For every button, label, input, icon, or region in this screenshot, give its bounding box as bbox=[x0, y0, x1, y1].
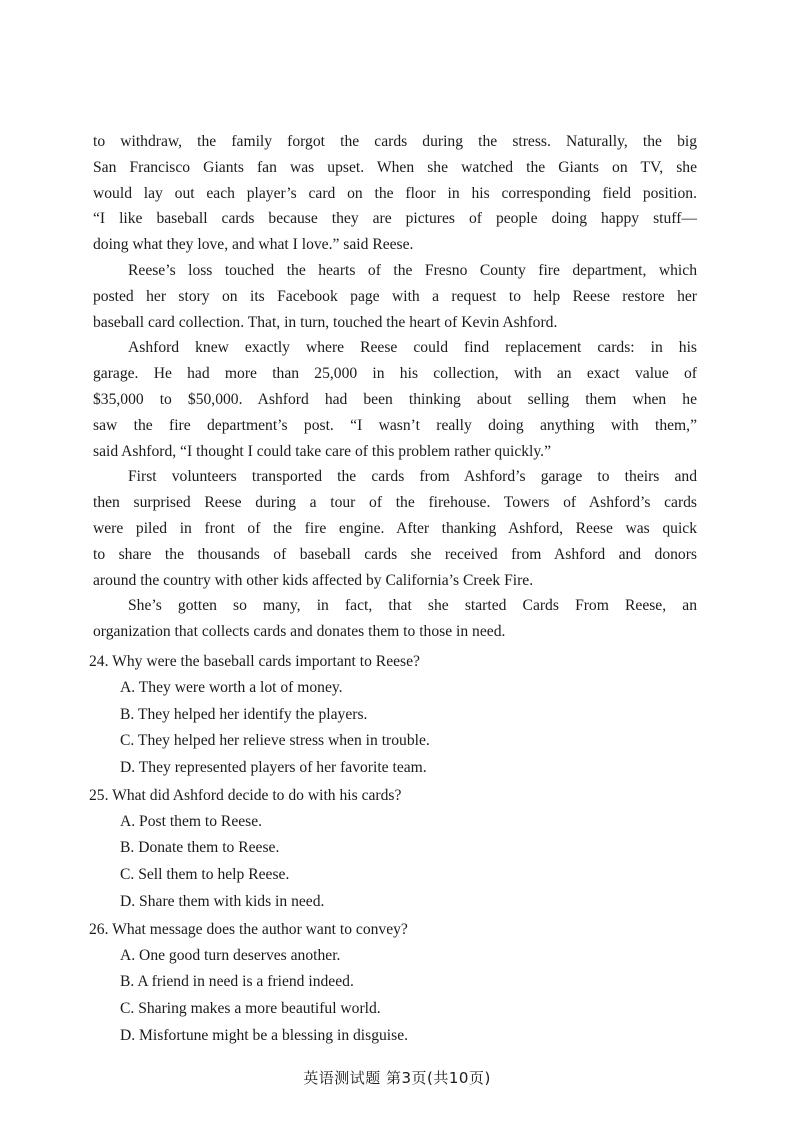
question-stem: 24. Why were the baseball cards important to Reese? bbox=[89, 653, 420, 670]
passage-line: then surprised Reese during a tour of the firehouse. Towers of Ashford’s cards bbox=[93, 494, 697, 512]
passage-line: $35,000 to $50,000. Ashford had been thinking about selling them when he bbox=[93, 390, 697, 408]
question-block bbox=[89, 782, 699, 916]
passage-line: posted her story on its Facebook page with a request to help Reese restore her bbox=[93, 287, 697, 305]
answer-option: D. Misfortune might be a blessing in disguise. bbox=[120, 1026, 409, 1044]
passage-line: San Francisco Giants fan was upset. When she watched the Giants on TV, she bbox=[93, 158, 697, 176]
answer-option: B. They helped her identify the players. bbox=[120, 705, 368, 723]
answer-option: B. Donate them to Reese. bbox=[120, 839, 280, 857]
passage-line: were piled in front of the fire engine. After thanking Ashford, Reese was quick bbox=[93, 519, 697, 537]
passage-line: baseball card collection. That, in turn, touched the heart of Kevin Ashford. bbox=[93, 313, 558, 331]
answer-option: A. One good turn deserves another. bbox=[120, 946, 341, 964]
passage-line: to withdraw, the family forgot the cards during the stress. Naturally, the big bbox=[93, 133, 697, 150]
passage-line: She’s gotten so many, in fact, that she started Cards From Reese, an bbox=[128, 597, 697, 615]
passage-line: to share the thousands of baseball cards she received from Ashford and donors bbox=[93, 545, 697, 563]
question-list bbox=[89, 648, 699, 1049]
passage-line: Reese’s loss touched the hearts of the Fresno County fire department, which bbox=[128, 261, 697, 279]
passage-line: doing what they love, and what I love.” said Reese. bbox=[93, 236, 414, 254]
passage-line: said Ashford, “I thought I could take care of this problem rather quickly.” bbox=[93, 442, 551, 460]
answer-option: D. They represented players of her favorite team. bbox=[120, 759, 427, 777]
passage-line: First volunteers transported the cards from Ashford’s garage to theirs and bbox=[128, 468, 697, 486]
passage-line: garage. He had more than 25,000 in his collection, with an exact value of bbox=[93, 365, 697, 383]
reading-passage bbox=[93, 129, 697, 645]
passage-line: saw the fire department’s post. “I wasn’t really doing anything with them,” bbox=[93, 416, 697, 434]
answer-option: B. A friend in need is a friend indeed. bbox=[120, 973, 354, 991]
question-block bbox=[89, 648, 699, 782]
answer-option: A. Post them to Reese. bbox=[120, 812, 263, 830]
passage-line: would lay out each player’s card on the floor in his corresponding field position. bbox=[93, 184, 697, 202]
answer-option: C. Sharing makes a more beautiful world. bbox=[120, 999, 381, 1017]
passage-line: “I like baseball cards because they are pictures of people doing happy stuff— bbox=[93, 210, 697, 228]
answer-option: D. Share them with kids in need. bbox=[120, 892, 325, 910]
answer-option: C. They helped her relieve stress when in trouble. bbox=[120, 732, 430, 750]
question-stem: 26. What message does the author want to convey? bbox=[89, 920, 408, 938]
question-block bbox=[89, 916, 699, 1050]
page-footer: 英语测试题 第3页(共10页) bbox=[303, 1069, 491, 1087]
passage-line: around the country with other kids affected by California’s Creek Fire. bbox=[93, 571, 534, 589]
question-stem: 25. What did Ashford decide to do with his cards? bbox=[89, 786, 402, 804]
passage-line: Ashford knew exactly where Reese could find replacement cards: in his bbox=[128, 339, 697, 357]
passage-line: organization that collects cards and donates them to those in need. bbox=[93, 623, 506, 641]
answer-option: A. They were worth a lot of money. bbox=[120, 679, 343, 696]
answer-option: C. Sell them to help Reese. bbox=[120, 866, 290, 884]
